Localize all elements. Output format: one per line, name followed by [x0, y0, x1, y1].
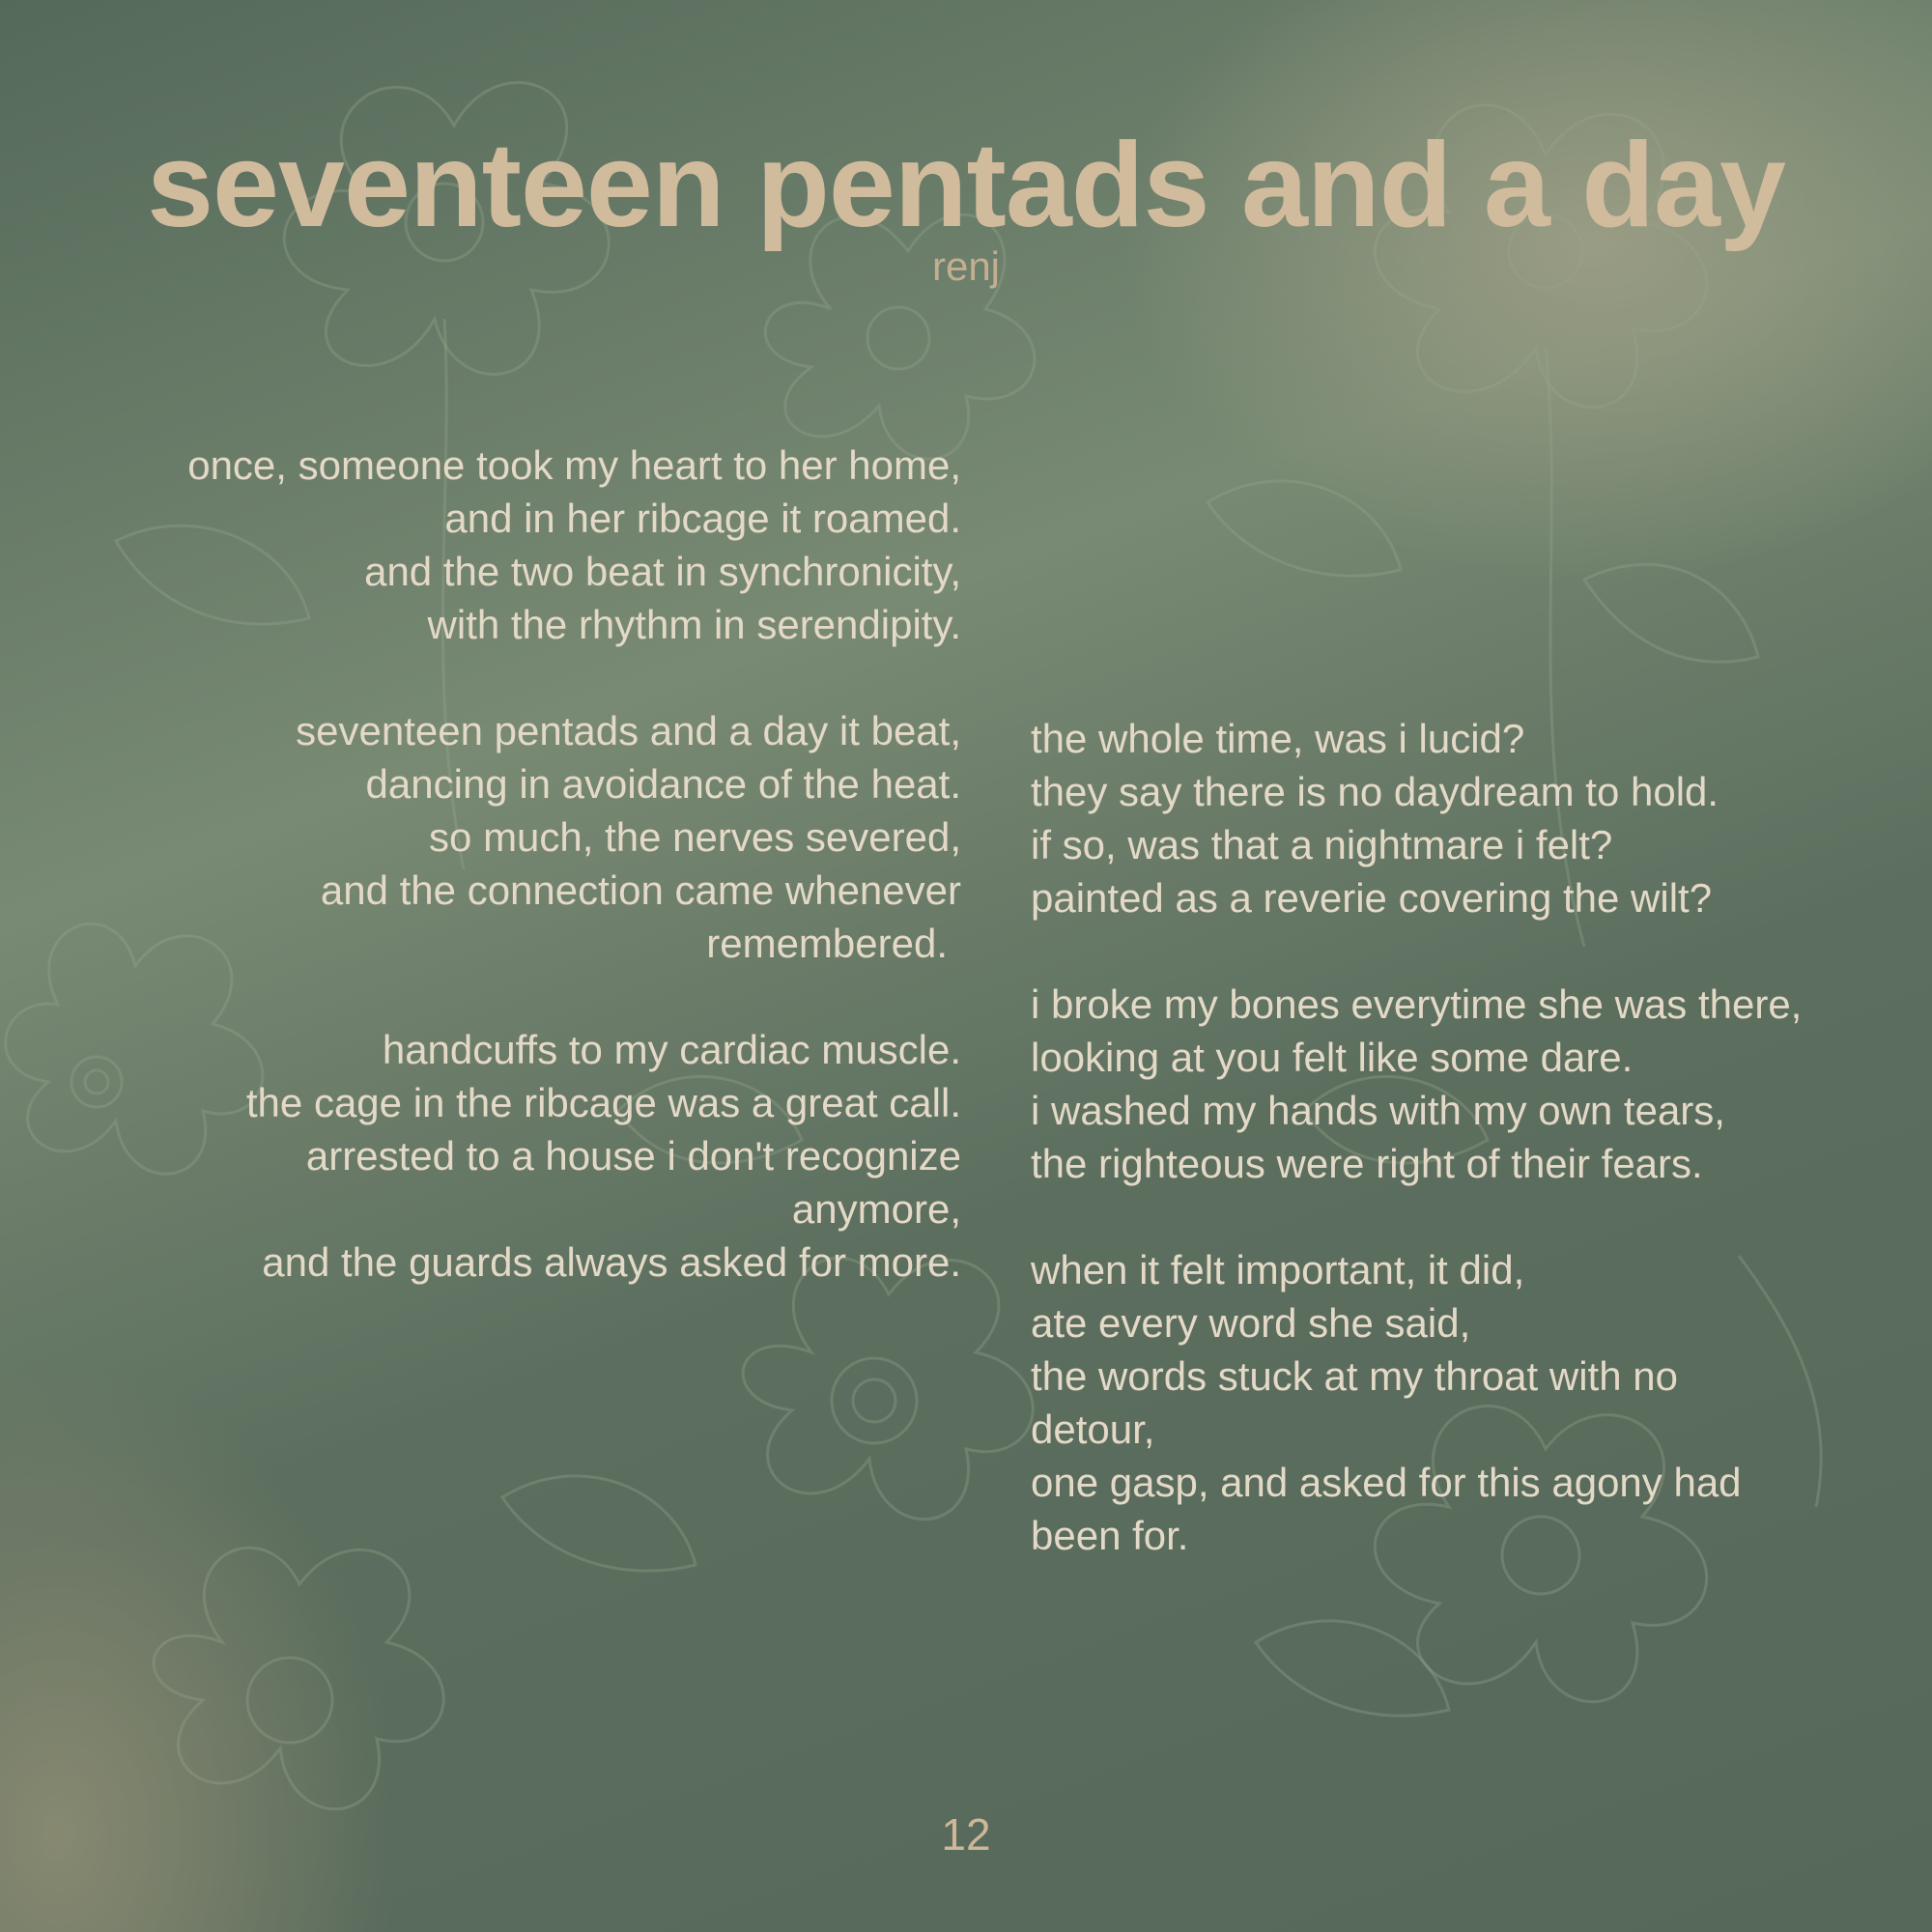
poem-line: the whole time, was i lucid? [1031, 716, 1525, 761]
poem-line: if so, was that a nightmare i felt? [1031, 822, 1613, 867]
poem-left-column [58, 439, 961, 1289]
poem-line: ate every word she said, [1031, 1300, 1471, 1346]
poem-line: one gasp, and asked for this agony had [1031, 1460, 1742, 1505]
poem-right-column [1031, 712, 1919, 1562]
poem-line: looking at you felt like some dare. [1031, 1035, 1634, 1080]
poem-line: the righteous were right of their fears. [1031, 1141, 1703, 1186]
flower-outline-bottom-left [154, 1476, 696, 1809]
poem-line: the words stuck at my throat with no [1031, 1353, 1678, 1399]
stanza-right-1 [1031, 712, 1919, 924]
poem-line: arrested to a house i don't recognize [305, 1133, 961, 1179]
poem-line: when it felt important, it did, [1031, 1247, 1525, 1293]
poem-line: handcuffs to my cardiac muscle. [382, 1027, 961, 1072]
poem-line: with the rhythm in serendipity. [427, 602, 961, 647]
poem-line: and the two beat in synchronicity, [364, 549, 961, 594]
poem-line: they say there is no daydream to hold. [1031, 769, 1719, 814]
poem-line: and the guards always asked for more. [262, 1239, 961, 1285]
poem-line: dancing in avoidance of the heat. [365, 761, 961, 807]
poem-line: seventeen pentads and a day it beat, [296, 708, 961, 753]
poem-line: once, someone took my heart to her home, [187, 442, 961, 488]
poem-line: and in her ribcage it roamed. [444, 496, 961, 541]
stanza-right-3 [1031, 1243, 1919, 1562]
poem-line: the cage in the ribcage was a great call. [245, 1080, 961, 1125]
poem-line: painted as a reverie covering the wilt? [1031, 875, 1713, 921]
poem-title: seventeen pentads and a day [147, 119, 1785, 252]
flower-outline-bottom-center [743, 1258, 1033, 1519]
poem-line: i broke my bones everytime she was there, [1031, 981, 1803, 1027]
poem-line: anymore, [791, 1186, 961, 1232]
poem-line: been for. [1031, 1513, 1189, 1558]
stanza-left-1 [58, 439, 961, 651]
poem-line: detour, [1031, 1406, 1155, 1452]
poem-line: remembered. [706, 921, 948, 966]
poem-line: and the connection came whenever [320, 867, 961, 913]
page-number: 12 [941, 1809, 991, 1860]
stanza-left-2 [58, 704, 961, 970]
poem-author: renj [931, 243, 1001, 289]
poem-line: so much, the nerves severed, [429, 814, 961, 860]
stanza-left-3 [58, 1023, 961, 1289]
poem-line: i washed my hands with my own tears, [1031, 1088, 1725, 1133]
stanza-right-2 [1031, 978, 1919, 1190]
